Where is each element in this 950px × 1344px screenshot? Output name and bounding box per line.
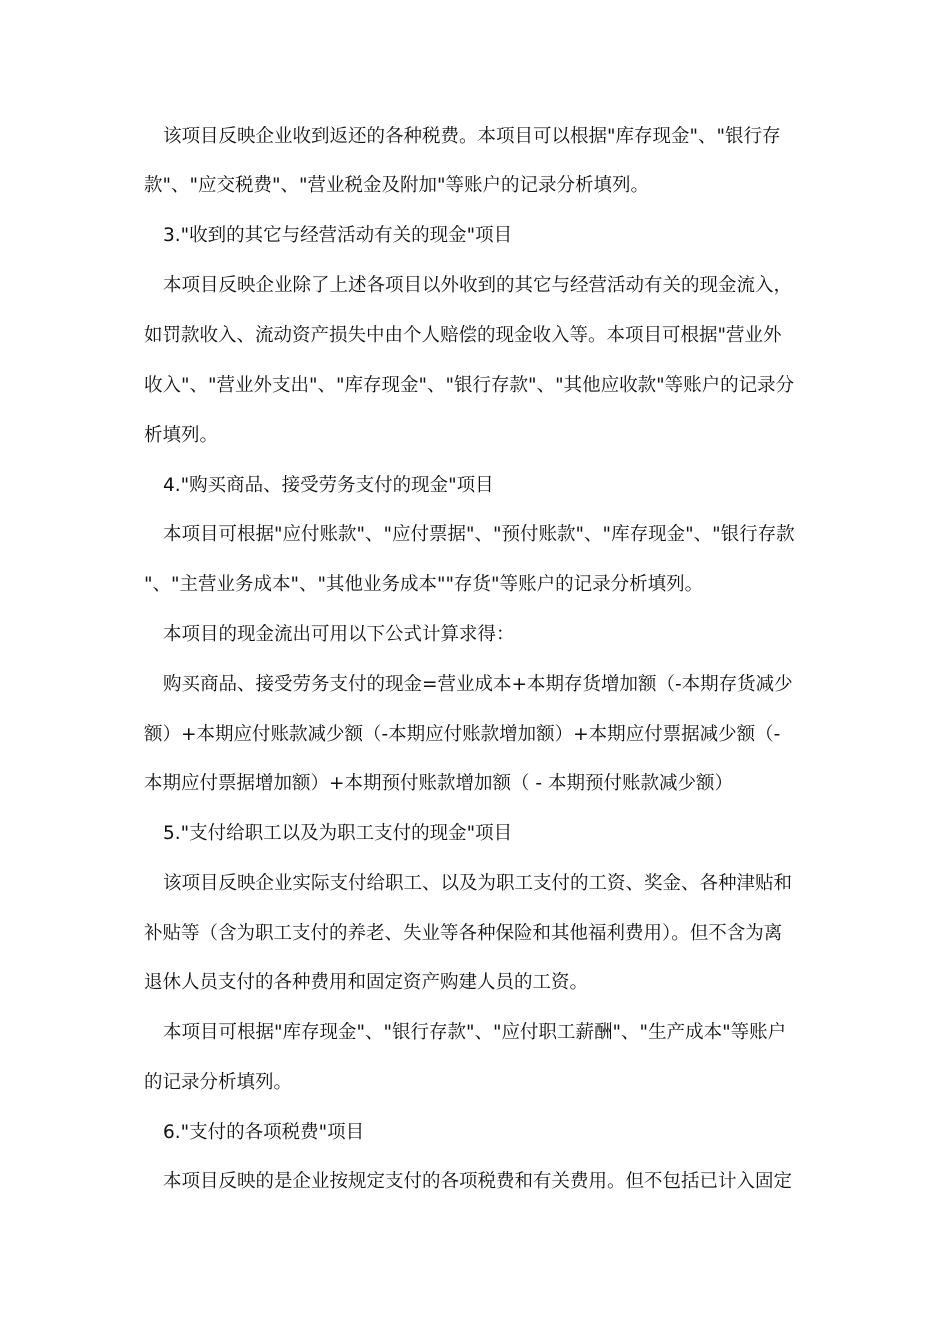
paragraph-line: 本项目反映的是企业按规定支付的各项税费和有关费用。但不包括已计入固定 <box>163 1171 793 1192</box>
paragraph-line: 本项目反映企业除了上述各项目以外收到的其它与经营活动有关的现金流入， <box>163 275 793 296</box>
paragraph-line: 本项目可根据"库存现金"、"银行存款"、"应付职工薪酬"、"生产成本"等账户 <box>163 1022 787 1043</box>
section-heading: 5."支付给职工以及为职工支付的现金"项目 <box>163 823 513 844</box>
paragraph-line: 的记录分析填列。 <box>144 1072 293 1093</box>
paragraph-line: 补贴等（含为职工支付的养老、失业等各种保险和其他福利费用）。但不含为离 <box>144 923 783 944</box>
formula-line: 额）+本期应付账款减少额（-本期应付账款增加额）+本期应付票据减少额（- <box>144 724 781 745</box>
formula-line: 购买商品、接受劳务支付的现金=营业成本+本期存货增加额（-本期存货减少 <box>163 674 793 695</box>
formula-line: 本期应付票据增加额）+本期预付账款增加额（ - 本期预付账款减少额） <box>144 773 733 794</box>
section-heading: 6."支付的各项税费"项目 <box>163 1122 365 1143</box>
paragraph-line: 退休人员支付的各种费用和固定资产购建人员的工资。 <box>144 972 589 993</box>
paragraph-line: 析填列。 <box>144 425 219 446</box>
paragraph-line: 该项目反映企业实际支付给职工、以及为职工支付的工资、奖金、各种津贴和 <box>163 873 793 894</box>
paragraph-line: "、"主营业务成本"、"其他业务成本""存货"等账户的记录分析填列。 <box>144 574 704 595</box>
section-heading: 3."收到的其它与经营活动有关的现金"项目 <box>163 225 513 246</box>
paragraph-line: 如罚款收入、流动资产损失中由个人赔偿的现金收入等。本项目可根据"营业外 <box>144 325 782 346</box>
paragraph-line: 收入"、"营业外支出"、"库存现金"、"银行存款"、"其他应收款"等账户的记录分 <box>144 375 795 396</box>
paragraph-line: 本项目可根据"应付账款"、"应付票据"、"预付账款"、"库存现金"、"银行存款 <box>163 524 795 545</box>
paragraph-line: 该项目反映企业收到返还的各种税费。本项目可以根据"库存现金"、"银行存 <box>163 126 781 147</box>
section-heading: 4."购买商品、接受劳务支付的现金"项目 <box>163 475 494 496</box>
paragraph-line: 款"、"应交税费"、"营业税金及附加"等账户的记录分析填列。 <box>144 175 650 196</box>
paragraph-line: 本项目的现金流出可用以下公式计算求得： <box>163 624 515 645</box>
